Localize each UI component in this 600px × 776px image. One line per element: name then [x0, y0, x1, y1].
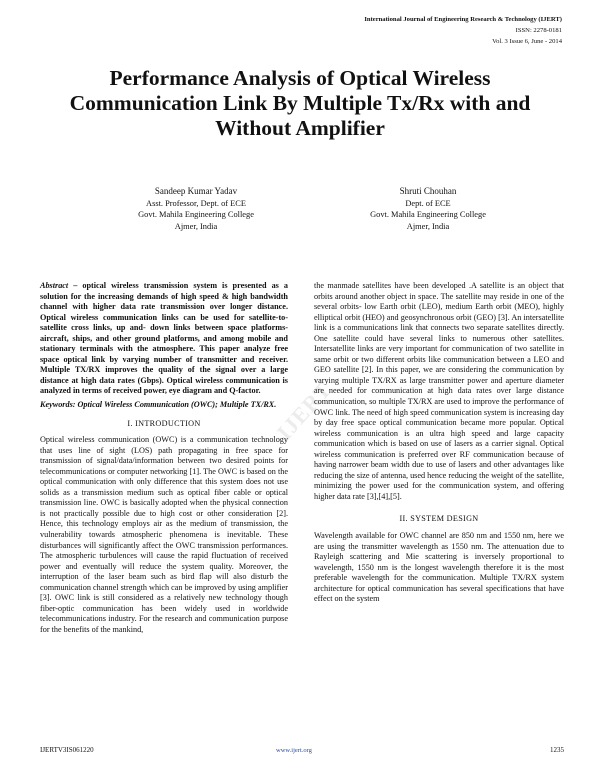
paper-title: Performance Analysis of Optical Wireless Communication Link By Multiple Tx/Rx with and Without Amplifier	[69, 66, 531, 140]
section-heading-system-design: II. SYSTEM DESIGN	[399, 514, 479, 524]
author-affiliation-line: Govt. Mahila Engineering College	[370, 210, 486, 219]
paper-id: IJERTV3IS061220	[40, 746, 94, 754]
author-2	[328, 186, 528, 232]
author-1	[96, 186, 296, 232]
abstract-label: Abstract	[40, 281, 69, 290]
left-column	[40, 281, 288, 636]
author-affiliation-line: Dept. of ECE	[405, 198, 451, 208]
introduction-text: Optical wireless communication (OWC) is a communication technology that uses line of sight (LOS) path propagating in free space for transmission of signal/data/information between two desired points for telecommunications or computer networking [1]. The OWC is based on the optical communication with only difference that this system does not use solids as a transmission medium such as optical fiber cable or optical transmission line. OWC is basically adopted when the physical connection is not practically possible due to high cost or other consideration [2]. Hence, this technology employs air as the medium of transmission, the vulnerability towards atmospheric phenomena is inevitable. These disturbances will significantly affect the OWC transmission performances. The atmospheric turbulences will cause the rapid fluctuation of received power and eventually will reduce the system quality. Moreover, the interruption of the laser beam such as bird flap will also disturb the communication channel strength which can be improved by using amplifier [3]. OWC link is still considered as a relatively new technology though fiber-optic communication has been widely used in worldwide telecommunications industry. For the research and communication purpose for the benefits of the mankind,	[40, 435, 288, 634]
right-column	[314, 281, 564, 605]
author-name: Shruti Chouhan	[399, 186, 457, 196]
introduction-continued: the manmade satellites have been developed .A satellite is an object that orbits around another object in space. The satellite may reside in one of the several orbits- low Earth orbit (LEO), medium Earth orbit (MEO), highly elliptical orbit (HEO) and geosynchronous orbit (GEO) [3]. An intersatellite link is a communications link that connects two separate satellites directly. One satellite could have several links to numerous other satellites. Intersatellite links are very important for communication of two satellite in same orbit or two different orbits like communication between a LEO and GEO satellite [2]. In this paper, we are considering the communication by varying multiple TX/RX as large transmitter power and aperture diameter are needed for communication at high data rates over large distance communication, so multiple TX/RX are used to improve the performance of OWC link. The need of high speed communication system is increasing day by day free space optical communication became more popular. Optical wireless communication is an ultra high speed and large capacity communication which is based on use of lasers as a carrier signal. Optical wireless communication is preferred over RF communication because of having narrower beam width due to use of lasers and other advantages like reducing the size of antenna, used hence reducing the weight of the satellite, minimizing the power used for the communication system, and offering higher data rate [3],[4],[5].	[314, 281, 564, 501]
author-affiliation-line: Ajmer, India	[174, 221, 218, 231]
journal-header	[262, 14, 562, 47]
section-heading-introduction: I. INTRODUCTION	[127, 418, 201, 428]
abstract-text: – optical wireless transmission system is presented as a solution for the increasing demands of high speed & high bandwidth channel with higher data rate transmission over longer distance. Optical wireless communication links can be used for satellite-to-satellite cross links, up and- down links between space platforms- aircraft, ships, and other ground platforms, and among mobile and stationary terminals with the atmosphere. This paper analyze free space optical link by varying number of transmitter and receiver. Multiple TX/RX improves the quality of the signal over a large distance at high data rates (Gbps). Optical wireless communication is analyzed in terms of received power, eye diagram and Q-factor.	[40, 281, 288, 396]
author-affiliation-line: Ajmer, India	[406, 221, 450, 231]
author-name: Sandeep Kumar Yadav	[154, 186, 238, 196]
journal-name: International Journal of Engineering Research & Technology (IJERT)	[364, 16, 562, 23]
abstract	[40, 281, 288, 397]
author-affiliation-line: Govt. Mahila Engineering College	[138, 210, 254, 219]
system-design-text: Wavelength available for OWC channel are 850 nm and 1550 nm, here we are using the transmitter wavelength as 1550 nm. The attenuation due to Rayleigh scattering and Mie scattering is inversely proportional to wavelength, 1550 nm is the longest wavelength therefore it is the most preferable wavelength for the communication. Multiple TX/RX system architecture for optical communication has several specifications that have effect on the system	[314, 531, 564, 604]
issn: ISSN: 2278-0181	[515, 27, 562, 34]
website-link[interactable]: www.ijert.org	[276, 747, 312, 754]
page-number: 1235	[550, 746, 564, 754]
volume-issue: Vol. 3 Issue 6, June - 2014	[492, 38, 562, 45]
author-affiliation-line: Asst. Professor, Dept. of ECE	[146, 198, 246, 208]
keywords: Keywords: Optical Wireless Communication (OWC); Multiple TX/RX.	[40, 400, 277, 410]
watermark: IJERT	[271, 376, 337, 445]
